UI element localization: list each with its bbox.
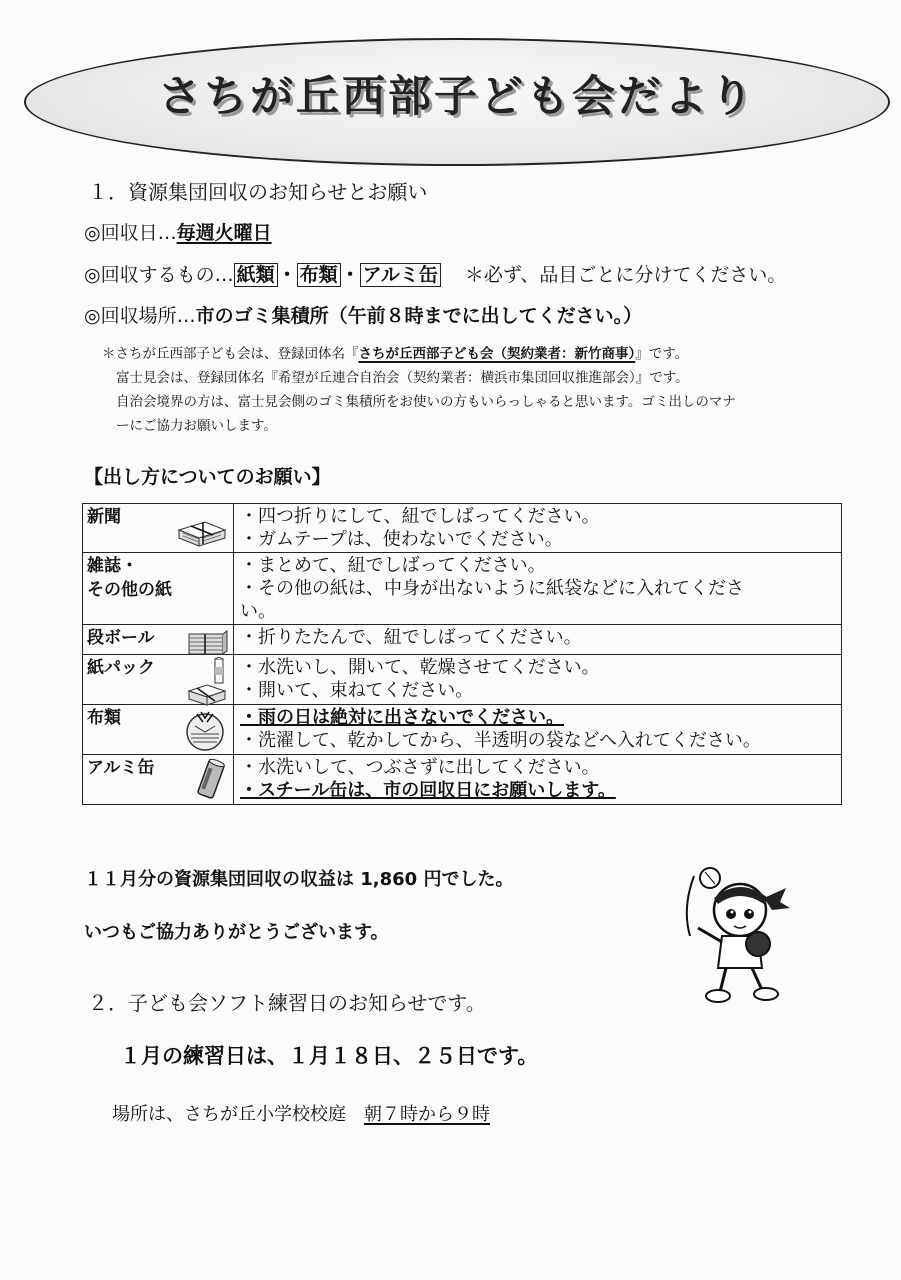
guide-row-cloth: [83, 705, 842, 755]
guide-category-cell: [83, 705, 234, 755]
guide-instructions-cell: [234, 705, 842, 755]
guide-instructions-cell: [234, 655, 842, 705]
collection-place-value: 市のゴミ集積所（午前８時までに出してください。）: [195, 305, 643, 327]
guide-row-newspaper: [83, 504, 842, 553]
guide-instructions-cell: [234, 504, 842, 553]
practice-time: 朝７時から９時: [364, 1104, 490, 1125]
revenue-notice: １１月分の資源集団回収の収益は 1,860 円でした。: [84, 869, 514, 890]
item-separator: ・: [340, 264, 360, 286]
practice-dates: １月の練習日は、１月１８日、２５日です。: [120, 1044, 539, 1068]
collection-items: [84, 260, 786, 287]
guide-category-label: 紙パック: [87, 658, 155, 678]
item-separator: ・: [277, 264, 297, 286]
item-paper: 紙類: [234, 263, 278, 287]
guide-instruction-line: ・水洗いして、つぶさずに出してください。: [240, 757, 600, 778]
collection-items-label: ◎回収するもの…: [84, 264, 234, 286]
guide-instruction-line: ・ガムテープは、使わないでください。: [240, 529, 563, 550]
guide-category-label: アルミ缶: [87, 758, 155, 778]
page-title: さちが丘西部子ども会だより: [158, 72, 756, 122]
guide-category-label: 雑誌・ その他の紙: [87, 556, 172, 600]
guide-instruction-line: ・水洗いし、開いて、乾燥させてください。: [240, 657, 600, 678]
collection-day-value: 毎週火曜日: [176, 222, 272, 244]
guide-category-cell: [83, 553, 234, 625]
practice-place: [112, 1100, 490, 1126]
item-cloth: 布類: [297, 263, 341, 287]
item-aluminum: アルミ缶: [360, 263, 441, 287]
guide-instruction-line: ・四つ折りにして、紐でしばってください。: [240, 506, 600, 527]
guide-instruction-line: ・開いて、束ねてください。: [240, 680, 474, 701]
collection-day-label: ◎回収日…: [84, 222, 177, 244]
guide-instruction-line: ・洗濯して、乾かしてから、半透明の袋などへ入れてください。: [240, 730, 761, 751]
guide-instructions-cell: [234, 625, 842, 655]
guide-row-paper-pack: [83, 655, 842, 705]
cloth-bundle-icon: [181, 708, 229, 759]
note-line: ーにご協力お願いします。: [116, 418, 277, 434]
note-line: 自治会境界の方は、富士見会側のゴミ集積所をお使いの方もいらっしゃると思います。ゴミ出しのマナ: [116, 394, 736, 410]
note-emphasis: さちが丘西部子ども会（契約業者：新竹商事）: [358, 346, 636, 362]
guide-instruction-line: ・スチール缶は、市の回収日にお願いします。: [240, 780, 616, 801]
guide-category-label: 布類: [87, 708, 121, 728]
collection-place-label: ◎回収場所…: [84, 305, 196, 327]
newspaper-bundle-icon: [175, 508, 229, 555]
guide-category-cell: [83, 625, 234, 655]
collection-day: [84, 218, 272, 245]
note-suffix: 』です。: [635, 346, 689, 362]
guide-category-cell: [83, 755, 234, 805]
guide-category-label: 新聞: [87, 507, 121, 527]
guide-category-cell: [83, 504, 234, 553]
thanks-notice: いつもご協力ありがとうございます。: [84, 922, 389, 943]
guide-row-cardboard: [83, 625, 842, 655]
guide-instruction-line: ・まとめて、紐でしばってください。: [240, 555, 546, 576]
guide-instruction-line: ・その他の紙は、中身が出ないように紙袋などに入れてくださ い。: [240, 578, 744, 622]
practice-place-prefix: 場所は、さちが丘小学校校庭: [112, 1104, 364, 1125]
note-prefix: ＊さちが丘西部子ども会は、登録団体名『: [102, 346, 359, 362]
guide-row-magazines: [83, 553, 842, 625]
items-note: ＊必ず、品目ごとに分けてください。: [464, 264, 787, 286]
softball-player-icon: [676, 858, 796, 1008]
guide-instruction-line: ・雨の日は絶対に出さないでください。: [240, 707, 564, 728]
guide-category-cell: [83, 655, 234, 705]
disposal-guide-table: [82, 503, 842, 805]
registration-notes: [102, 342, 862, 438]
note-line: [102, 342, 862, 366]
guide-instructions-cell: [234, 755, 842, 805]
section1-heading: １．資源集団回収のお知らせとお願い: [88, 180, 428, 204]
guide-category-label: 段ボール: [87, 628, 155, 648]
aluminum-can-icon: [193, 757, 229, 808]
guide-instructions-cell: [234, 553, 842, 625]
guide-row-aluminum-can: [83, 755, 842, 805]
guide-heading: 【出し方についてのお願い】: [84, 466, 331, 488]
collection-place: [84, 301, 642, 328]
section2-heading: ２．子ども会ソフト練習日のお知らせです。: [88, 991, 486, 1015]
guide-instruction-line: ・折りたたんで、紐でしばってください。: [240, 627, 582, 648]
note-line: 富士見会は、登録団体名『希望が丘連合自治会（契約業者：横浜市集団回収推進部会）』です。: [116, 370, 689, 386]
